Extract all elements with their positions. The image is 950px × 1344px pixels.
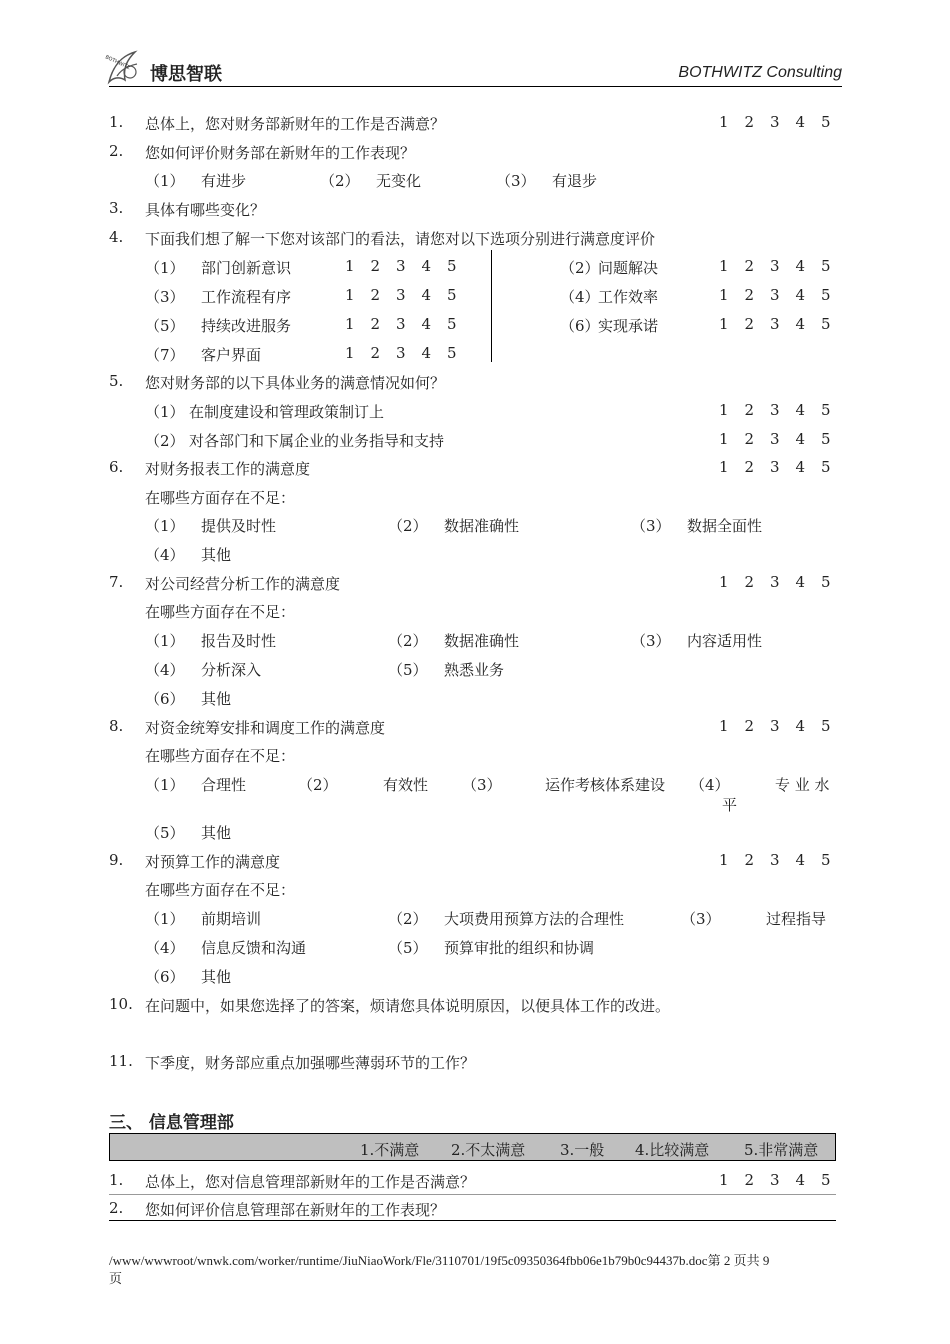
option-text: 有进步 [201, 172, 247, 190]
rating-digit[interactable]: 2 [370, 344, 381, 362]
option-label[interactable]: （4） [145, 939, 185, 957]
question-number: 3. [109, 199, 124, 217]
rating-scale[interactable] [719, 257, 847, 275]
scale-label: 4.比较满意 [635, 1141, 710, 1159]
rating-digit[interactable]: 2 [744, 430, 755, 448]
question-text: 下季度，财务部应重点加强哪些薄弱环节的工作？ [145, 1054, 476, 1072]
rating-scale[interactable] [345, 344, 473, 362]
option-text: 熟悉业务 [444, 661, 505, 679]
question-number: 4. [109, 228, 124, 246]
question-text: 您如何评价财务部在新财年的工作表现？ [145, 144, 416, 162]
option-text: 其他 [201, 690, 232, 708]
rating-scale[interactable] [345, 315, 473, 333]
page-info: 第 2 页共 9 [707, 1253, 770, 1268]
rating-digit[interactable]: 1 [719, 315, 729, 333]
rating-digit[interactable]: 2 [744, 113, 755, 131]
rating-scale[interactable] [719, 286, 847, 304]
option-label[interactable]: （3） [681, 910, 721, 928]
weakness-prompt: 在哪些方面存在不足： [145, 603, 296, 621]
rating-digit[interactable]: 3 [770, 573, 780, 591]
rating-digit[interactable]: 4 [795, 717, 806, 735]
question-text: 在问题中，如果您选择了的答案，烦请您具体说明原因，以便具体工作的改进。 [145, 997, 671, 1015]
header-rule [109, 86, 842, 87]
question-number: 2. [109, 1199, 124, 1217]
rating-digit[interactable]: 4 [795, 851, 806, 869]
company-name: BOTHWITZ Consulting [678, 64, 842, 81]
option-label[interactable]: （1） [145, 632, 185, 650]
question-number: 9. [109, 851, 124, 869]
option-label: （6） [560, 317, 600, 335]
question-number: 1. [109, 113, 124, 131]
option-text: 大项费用预算方法的合理性 [444, 910, 625, 928]
rating-digit[interactable]: 2 [744, 717, 755, 735]
rating-digit[interactable]: 2 [744, 851, 755, 869]
rating-digit[interactable]: 5 [821, 113, 831, 131]
rating-digit[interactable]: 4 [421, 344, 432, 362]
rating-digit[interactable]: 3 [770, 315, 780, 333]
question-text: 具体有哪些变化？ [145, 201, 266, 219]
option-text: 专 业 水 [775, 776, 830, 794]
option-text: 持续改进服务 [201, 317, 292, 335]
logo-text: 博思智联 [150, 64, 222, 85]
option-text: 分析深入 [201, 661, 262, 679]
question-number: 1. [109, 1171, 124, 1189]
option-label[interactable]: （6） [145, 690, 185, 708]
rating-digit[interactable]: 1 [719, 401, 729, 419]
option-text: 其他 [201, 968, 232, 986]
option-label[interactable]: （1） [145, 776, 185, 794]
rating-digit[interactable]: 1 [719, 257, 729, 275]
rating-scale[interactable] [345, 257, 473, 275]
rating-scale[interactable] [345, 286, 473, 304]
rating-digit[interactable]: 3 [770, 257, 780, 275]
option-label[interactable]: （5） [388, 661, 428, 679]
rating-digit[interactable]: 5 [821, 401, 831, 419]
question-number: 10. [109, 995, 133, 1013]
rating-digit[interactable]: 1 [719, 1171, 729, 1189]
option-text: 数据准确性 [444, 632, 520, 650]
sub-item-label: （1） [145, 403, 185, 421]
question-number: 7. [109, 573, 124, 591]
logo-mark [103, 46, 145, 88]
rating-digit[interactable]: 1 [345, 315, 355, 333]
option-text: 工作流程有序 [201, 288, 292, 306]
option-text: 实现承诺 [598, 317, 659, 335]
question-text: 您对财务部的以下具体业务的满意情况如何？ [145, 374, 446, 392]
rating-digit[interactable]: 3 [396, 344, 406, 362]
option-text: 客户界面 [201, 346, 262, 364]
option-text: 其他 [201, 546, 232, 564]
rating-digit[interactable]: 3 [396, 286, 406, 304]
rating-digit[interactable]: 4 [421, 315, 432, 333]
rating-digit[interactable]: 5 [821, 286, 831, 304]
weakness-prompt: 在哪些方面存在不足： [145, 881, 296, 899]
rating-digit[interactable]: 1 [719, 717, 729, 735]
option-label[interactable]: （3） [631, 517, 671, 535]
sub-item-label: （2） [145, 432, 185, 450]
question-text: 您如何评价信息管理部在新财年的工作表现？ [145, 1201, 446, 1219]
rating-digit[interactable]: 3 [770, 717, 780, 735]
option-label[interactable]: （2） [320, 172, 360, 190]
scale-label: 1.不满意 [360, 1141, 420, 1159]
question-text: 总体上，您对信息管理部新财年的工作是否满意？ [145, 1173, 476, 1191]
rating-digit[interactable]: 3 [770, 113, 780, 131]
rating-scale[interactable] [719, 113, 847, 131]
option-text: 前期培训 [201, 910, 262, 928]
option-text: 有效性 [383, 776, 429, 794]
option-label[interactable]: （2） [298, 776, 338, 794]
option-label[interactable]: （1） [145, 172, 185, 190]
rating-digit[interactable]: 2 [370, 315, 381, 333]
option-text: 其他 [201, 824, 232, 842]
option-label: （2） [560, 259, 600, 277]
option-label[interactable]: （2） [388, 632, 428, 650]
rating-digit[interactable]: 5 [821, 851, 831, 869]
satisfaction-scale-bar [109, 1133, 836, 1161]
question-number: 5. [109, 372, 124, 390]
option-text: 合理性 [201, 776, 247, 794]
rating-scale[interactable] [719, 315, 847, 333]
option-label[interactable]: （4） [145, 546, 185, 564]
rating-scale[interactable] [719, 401, 847, 419]
option-label[interactable]: （6） [145, 968, 185, 986]
rating-digit[interactable]: 5 [821, 257, 831, 275]
option-text: 运作考核体系建设 [545, 776, 666, 794]
rating-digit[interactable]: 1 [345, 286, 355, 304]
option-label[interactable]: （5） [145, 824, 185, 842]
option-label: （4） [560, 288, 600, 306]
option-text: 内容适用性 [687, 632, 763, 650]
question-text: 对预算工作的满意度 [145, 853, 281, 871]
question-number: 11. [109, 1052, 133, 1070]
option-label[interactable]: （5） [388, 939, 428, 957]
question-text: 对公司经营分析工作的满意度 [145, 575, 341, 593]
option-label[interactable]: （3） [631, 632, 671, 650]
rating-digit[interactable]: 3 [770, 401, 780, 419]
option-label[interactable]: （4） [145, 661, 185, 679]
row-rule [109, 1194, 836, 1195]
rating-scale[interactable] [719, 458, 847, 476]
question-number: 8. [109, 717, 124, 735]
rating-digit[interactable]: 4 [795, 113, 806, 131]
option-label[interactable]: （3） [496, 172, 536, 190]
rating-digit[interactable]: 3 [770, 430, 780, 448]
rating-digit[interactable]: 3 [770, 458, 780, 476]
option-text: 无变化 [376, 172, 422, 190]
weakness-prompt: 在哪些方面存在不足： [145, 747, 296, 765]
question-text: 对资金统筹安排和调度工作的满意度 [145, 719, 386, 737]
question-text: 对财务报表工作的满意度 [145, 460, 311, 478]
rating-digit[interactable]: 3 [396, 315, 406, 333]
rating-digit[interactable]: 5 [821, 315, 831, 333]
page-info-wrap: 页 [109, 1271, 123, 1286]
option-label[interactable]: （1） [145, 910, 185, 928]
scale-label: 3.一般 [560, 1141, 605, 1159]
rating-digit[interactable]: 5 [821, 717, 831, 735]
rating-digit[interactable]: 2 [744, 257, 755, 275]
rating-digit[interactable]: 3 [770, 1171, 780, 1189]
rating-scale[interactable] [719, 573, 847, 591]
option-label[interactable]: （3） [462, 776, 502, 794]
option-label: （5） [145, 317, 185, 335]
rating-digit[interactable]: 5 [447, 344, 457, 362]
option-text: 问题解决 [598, 259, 659, 277]
option-text: 过程指导 [766, 910, 827, 928]
rating-digit[interactable]: 4 [795, 315, 806, 333]
rating-digit[interactable]: 4 [795, 458, 806, 476]
question-number: 6. [109, 458, 124, 476]
rating-digit[interactable]: 1 [719, 286, 729, 304]
rating-scale[interactable] [719, 717, 847, 735]
rating-digit[interactable]: 2 [744, 315, 755, 333]
option-label[interactable]: （2） [388, 910, 428, 928]
option-text: 部门创新意识 [201, 259, 292, 277]
option-text-wrap: 平 [722, 796, 738, 814]
sub-item-text: 在制度建设和管理政策制订上 [189, 403, 385, 421]
option-text: 提供及时性 [201, 517, 277, 535]
rating-digit[interactable]: 1 [345, 257, 355, 275]
rating-digit[interactable]: 2 [370, 286, 381, 304]
option-label[interactable]: （2） [388, 517, 428, 535]
option-text: 预算审批的组织和协调 [444, 939, 595, 957]
option-text: 有退步 [552, 172, 598, 190]
section-title: 三、 信息管理部 [109, 1113, 234, 1133]
rating-digit[interactable]: 5 [821, 430, 831, 448]
rating-digit[interactable]: 4 [795, 401, 806, 419]
rating-digit[interactable]: 5 [821, 458, 831, 476]
rating-digit[interactable]: 2 [744, 458, 755, 476]
rating-digit[interactable]: 5 [821, 1171, 831, 1189]
rating-digit[interactable]: 4 [795, 573, 806, 591]
option-label: （7） [145, 346, 185, 364]
option-text: 数据准确性 [444, 517, 520, 535]
row-rule [109, 1220, 836, 1221]
footer-path [109, 1250, 769, 1269]
question-text: 下面我们想了解一下您对该部门的看法，请您对以下选项分别进行满意度评价 [145, 230, 656, 248]
rating-digit[interactable]: 5 [821, 573, 831, 591]
rating-digit[interactable]: 3 [770, 286, 780, 304]
option-text: 报告及时性 [201, 632, 277, 650]
rating-digit[interactable]: 4 [795, 257, 806, 275]
rating-digit[interactable]: 4 [795, 1171, 806, 1189]
rating-digit[interactable]: 4 [421, 257, 432, 275]
rating-digit[interactable]: 2 [744, 573, 755, 591]
rating-digit[interactable]: 2 [744, 1171, 755, 1189]
scale-label: 5.非常满意 [744, 1141, 819, 1159]
column-divider [491, 250, 492, 362]
weakness-prompt: 在哪些方面存在不足： [145, 489, 296, 507]
rating-scale[interactable] [719, 430, 847, 448]
option-label: （3） [145, 288, 185, 306]
rating-digit[interactable]: 2 [744, 401, 755, 419]
rating-digit[interactable]: 1 [719, 430, 729, 448]
option-label[interactable]: （1） [145, 517, 185, 535]
question-number: 2. [109, 142, 124, 160]
file-path: /www/wwwroot/wnwk.com/worker/runtime/JiuNiaoWork/Fle/3110701/19f5c09350364fbb06e1b79b0c94437b.doc [109, 1253, 708, 1268]
rating-digit[interactable]: 1 [345, 344, 355, 362]
rating-scale[interactable] [719, 1171, 847, 1189]
question-text: 总体上，您对财务部新财年的工作是否满意？ [145, 115, 446, 133]
rating-digit[interactable]: 5 [447, 286, 457, 304]
rating-digit[interactable]: 2 [370, 257, 381, 275]
logo-mark-text: BOTHWITZ [104, 54, 132, 72]
option-text: 信息反馈和沟通 [201, 939, 307, 957]
rating-digit[interactable]: 4 [795, 286, 806, 304]
rating-digit[interactable]: 1 [719, 458, 729, 476]
rating-digit[interactable]: 5 [447, 257, 457, 275]
sub-item-text: 对各部门和下属企业的业务指导和支持 [189, 432, 445, 450]
option-label[interactable]: （4） [690, 776, 730, 794]
rating-digit[interactable]: 3 [770, 851, 780, 869]
rating-digit[interactable]: 4 [421, 286, 432, 304]
rating-digit[interactable]: 1 [719, 573, 729, 591]
rating-digit[interactable]: 5 [447, 315, 457, 333]
rating-digit[interactable]: 1 [719, 113, 729, 131]
rating-digit[interactable]: 4 [795, 430, 806, 448]
option-label: （1） [145, 259, 185, 277]
rating-digit[interactable]: 1 [719, 851, 729, 869]
rating-digit[interactable]: 3 [396, 257, 406, 275]
option-text: 数据全面性 [687, 517, 763, 535]
rating-scale[interactable] [719, 851, 847, 869]
scale-label: 2.不太满意 [451, 1141, 526, 1159]
rating-digit[interactable]: 2 [744, 286, 755, 304]
option-text: 工作效率 [598, 288, 659, 306]
